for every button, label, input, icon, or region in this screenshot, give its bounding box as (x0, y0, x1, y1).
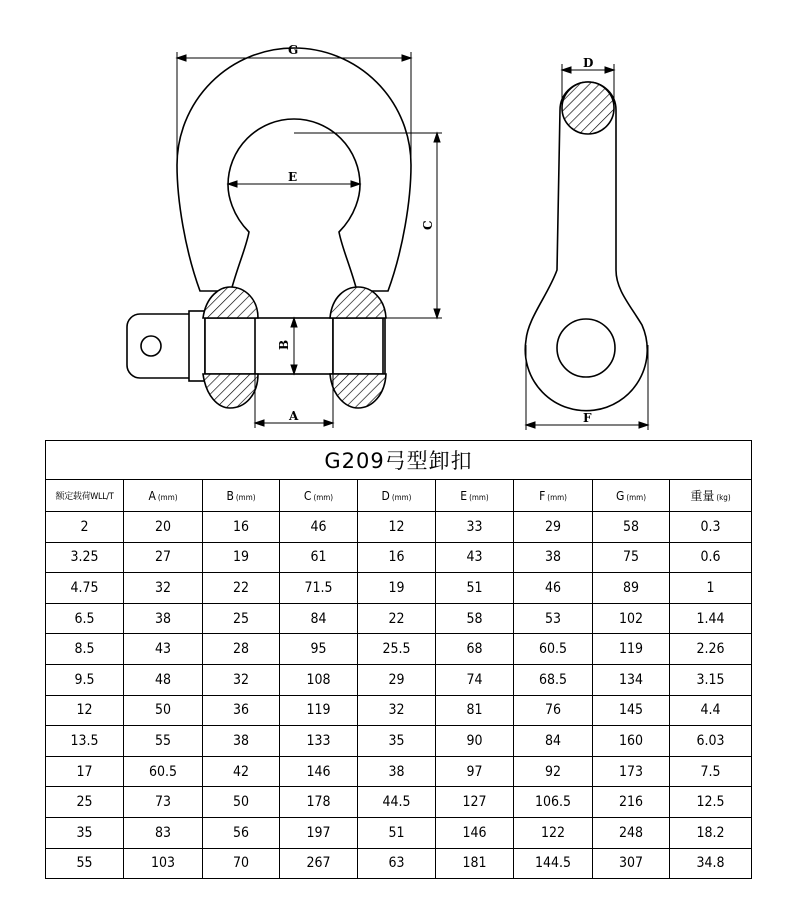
table-row (46, 787, 752, 818)
table-cell: 46 (514, 573, 593, 604)
table-cell: 61 (280, 542, 358, 573)
table-cell: 9.5 (46, 664, 124, 695)
table-title: G209弓型卸扣 (46, 441, 752, 480)
table-cell: 22 (203, 573, 280, 604)
table-cell: 18.2 (670, 817, 752, 848)
side-pin-section (562, 82, 614, 134)
dim-label-c: C (421, 220, 435, 230)
table-cell: 25.5 (358, 634, 436, 665)
table-cell: 55 (124, 726, 203, 757)
dim-label-f: F (583, 411, 592, 425)
table-cell: 102 (593, 603, 670, 634)
table-cell: 76 (514, 695, 593, 726)
column-header-unit: (kg) (716, 493, 731, 502)
table-cell: 248 (593, 817, 670, 848)
column-header-unit: (mm) (235, 492, 256, 502)
table-cell: 12 (358, 512, 436, 543)
table-row (46, 664, 752, 695)
column-header-unit: (mm) (313, 492, 334, 502)
table-row (46, 634, 752, 665)
column-header-label: D (381, 488, 390, 503)
table-cell: 1 (670, 573, 752, 604)
table-cell: 38 (124, 603, 203, 634)
column-header-label: E (460, 488, 468, 503)
table-cell: 19 (203, 542, 280, 573)
table-cell: 89 (593, 573, 670, 604)
table-cell: 17 (46, 756, 124, 787)
dim-label-a: A (289, 409, 299, 423)
table-body (46, 512, 752, 879)
table-cell: 84 (280, 603, 358, 634)
table-cell: 68 (436, 634, 514, 665)
table-cell: 307 (593, 848, 670, 879)
table-cell: 173 (593, 756, 670, 787)
column-header-label: G (615, 488, 625, 503)
table-cell: 108 (280, 664, 358, 695)
table-cell: 73 (124, 787, 203, 818)
table-row (46, 603, 752, 634)
table-cell: 34.8 (670, 848, 752, 879)
column-header-label: F (539, 488, 546, 503)
table-cell: 146 (280, 756, 358, 787)
spec-table (45, 440, 752, 879)
table-cell: 216 (593, 787, 670, 818)
column-header (280, 480, 358, 512)
table-cell: 50 (203, 787, 280, 818)
column-header-label: 额定载荷WLL/T (55, 492, 114, 502)
column-header-label: C (303, 488, 312, 503)
column-header (670, 480, 752, 512)
table-cell: 60.5 (514, 634, 593, 665)
table-cell: 63 (358, 848, 436, 879)
table-cell: 145 (593, 695, 670, 726)
table-cell: 127 (436, 787, 514, 818)
table-cell: 90 (436, 726, 514, 757)
dim-label-d: D (583, 56, 594, 70)
table-cell: 25 (46, 787, 124, 818)
table-cell: 97 (436, 756, 514, 787)
table-cell: 22 (358, 603, 436, 634)
table-cell: 16 (203, 512, 280, 543)
table-cell: 1.44 (670, 603, 752, 634)
pin-shoulder (189, 311, 205, 381)
column-header-label: B (226, 488, 234, 503)
table-cell: 32 (358, 695, 436, 726)
table-cell: 13.5 (46, 726, 124, 757)
table-cell: 58 (593, 512, 670, 543)
table-cell: 29 (514, 512, 593, 543)
shackle-side-view (525, 82, 647, 411)
table-cell: 119 (593, 634, 670, 665)
table-cell: 55 (46, 848, 124, 879)
table-cell: 36 (203, 695, 280, 726)
table-row (46, 512, 752, 543)
column-header (203, 480, 280, 512)
table-cell: 32 (203, 664, 280, 695)
shackle-front-view (127, 48, 411, 408)
table-cell: 8.5 (46, 634, 124, 665)
table-header-row (46, 480, 752, 512)
table-cell: 19 (358, 573, 436, 604)
dim-label-b: B (277, 339, 291, 350)
table-cell: 33 (436, 512, 514, 543)
table-cell: 3.15 (670, 664, 752, 695)
column-header (46, 480, 124, 512)
table-cell: 12 (46, 695, 124, 726)
right-ear-section-bottom (330, 374, 386, 408)
table-cell: 27 (124, 542, 203, 573)
table-cell: 46 (280, 512, 358, 543)
table-cell: 144.5 (514, 848, 593, 879)
column-header-unit: (mm) (547, 492, 567, 502)
pin-hole (141, 336, 161, 356)
table-cell: 48 (124, 664, 203, 695)
table-cell: 178 (280, 787, 358, 818)
table-cell: 74 (436, 664, 514, 695)
side-eye-hole (557, 319, 615, 377)
column-header (436, 480, 514, 512)
table-cell: 84 (514, 726, 593, 757)
column-header-unit: (mm) (626, 492, 646, 502)
table-cell: 197 (280, 817, 358, 848)
table-cell: 181 (436, 848, 514, 879)
table-cell: 6.5 (46, 603, 124, 634)
table-cell: 134 (593, 664, 670, 695)
shackle-diagram (0, 0, 800, 440)
table-cell: 42 (203, 756, 280, 787)
table-cell: 16 (358, 542, 436, 573)
table-cell: 6.03 (670, 726, 752, 757)
table-cell: 95 (280, 634, 358, 665)
column-header-unit: (mm) (391, 492, 412, 502)
table-cell: 38 (203, 726, 280, 757)
table-cell: 75 (593, 542, 670, 573)
table-cell: 122 (514, 817, 593, 848)
table-cell: 160 (593, 726, 670, 757)
table-cell: 2.26 (670, 634, 752, 665)
table-cell: 28 (203, 634, 280, 665)
left-ear-section-bottom (203, 374, 258, 408)
table-row (46, 756, 752, 787)
table-cell: 68.5 (514, 664, 593, 695)
table-row (46, 848, 752, 879)
column-header (514, 480, 593, 512)
table-cell: 51 (358, 817, 436, 848)
table-cell: 35 (358, 726, 436, 757)
table-cell: 43 (124, 634, 203, 665)
table-cell: 119 (280, 695, 358, 726)
table-cell: 0.6 (670, 542, 752, 573)
table-cell: 25 (203, 603, 280, 634)
table-cell: 4.75 (46, 573, 124, 604)
table-row (46, 726, 752, 757)
dim-label-g: G (288, 43, 299, 57)
table-row (46, 695, 752, 726)
table-cell: 38 (358, 756, 436, 787)
table-cell: 12.5 (670, 787, 752, 818)
table-cell: 58 (436, 603, 514, 634)
column-header (593, 480, 670, 512)
column-header-unit: (mm) (157, 492, 178, 502)
table-cell: 3.25 (46, 542, 124, 573)
table-cell: 50 (124, 695, 203, 726)
table-cell: 0.3 (670, 512, 752, 543)
table-cell: 4.4 (670, 695, 752, 726)
table-cell: 32 (124, 573, 203, 604)
table-cell: 53 (514, 603, 593, 634)
table-cell: 106.5 (514, 787, 593, 818)
table-cell: 29 (358, 664, 436, 695)
table-cell: 146 (436, 817, 514, 848)
table-cell: 60.5 (124, 756, 203, 787)
table-cell: 103 (124, 848, 203, 879)
column-header-label: A (148, 488, 156, 503)
table-cell: 7.5 (670, 756, 752, 787)
table-cell: 44.5 (358, 787, 436, 818)
column-header-unit: (mm) (469, 492, 489, 502)
table-cell: 35 (46, 817, 124, 848)
column-header (124, 480, 203, 512)
table-cell: 83 (124, 817, 203, 848)
pin-threaded-end (333, 318, 383, 374)
column-header-label: 重量 (690, 489, 715, 503)
table-cell: 2 (46, 512, 124, 543)
table-cell: 51 (436, 573, 514, 604)
table-cell: 43 (436, 542, 514, 573)
table-cell: 38 (514, 542, 593, 573)
table-cell: 81 (436, 695, 514, 726)
table-cell: 56 (203, 817, 280, 848)
table-cell: 267 (280, 848, 358, 879)
table-row (46, 542, 752, 573)
column-header (358, 480, 436, 512)
table-row (46, 573, 752, 604)
table-cell: 92 (514, 756, 593, 787)
table-cell: 20 (124, 512, 203, 543)
table-cell: 133 (280, 726, 358, 757)
table-cell: 70 (203, 848, 280, 879)
table-cell: 71.5 (280, 573, 358, 604)
table-row (46, 817, 752, 848)
dim-label-e: E (288, 170, 298, 184)
